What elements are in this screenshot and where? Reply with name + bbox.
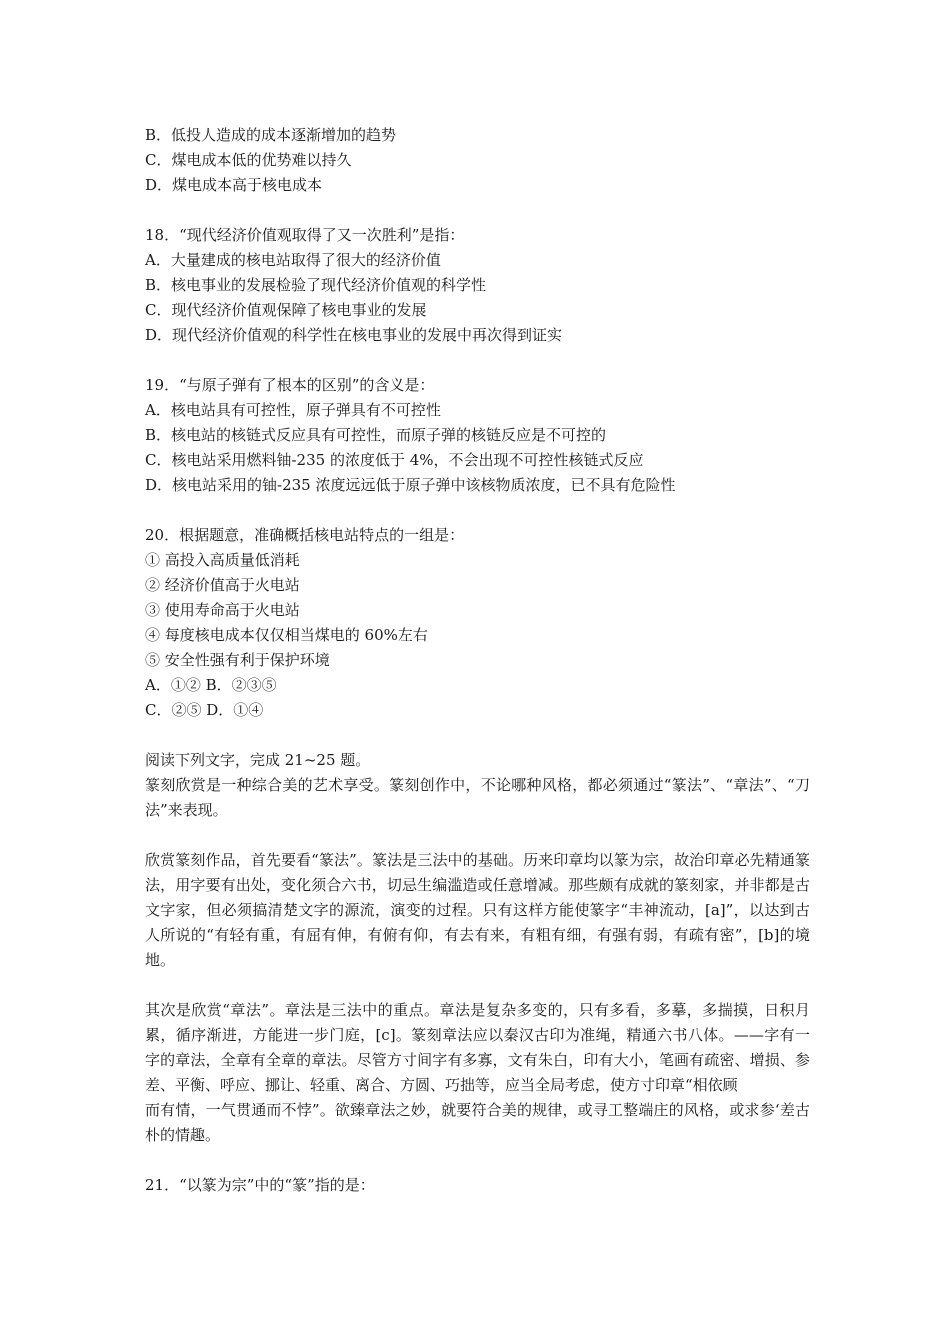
q20-item-2: ② 经济价值高于火电站	[145, 576, 300, 594]
spacer	[145, 348, 810, 373]
reading-paragraph-3b: 而有情，一气贯通而不悖”。欲臻章法之妙，就要符合美的规律，或寻工整端庄的风格，或求参‘差古朴的情趣。	[145, 1101, 810, 1144]
q18-option-d: D．现代经济价值观的科学性在核电事业的发展中再次得到证实	[145, 326, 563, 344]
spacer	[145, 498, 810, 523]
q18-option-a: A．大量建成的核电站取得了很大的经济价值	[145, 251, 441, 269]
q17-option-c: C．煤电成本低的优势难以持久	[145, 151, 352, 169]
reading-intro: 阅读下列文字，完成 21~25 题。	[145, 751, 371, 769]
reading-paragraph-3a: 其次是欣赏“章法”。章法是三法中的重点。章法是复杂多变的，只有多看，多摹，多揣摸，日积月累，循序渐进，方能进一步门庭，[c]。篆刻章法应以秦汉古印为准绳，精通六书八体。——字有一字的章法，全章有全章的章法。尽管方寸间字有多寡，文有朱白，印有大小，笔画有疏密、增损、参差、平衡、呼应、挪让、轻重、离合、方圆、巧拙等，应当全局考虑，使方寸印章“相依顾	[145, 1001, 810, 1094]
q17-option-d: D．煤电成本高于核电成本	[145, 176, 323, 194]
q19-option-b: B．核电站的核链式反应具有可控性，而原子弹的核链反应是不可控的	[145, 426, 607, 444]
q20-item-5: ⑤ 安全性强有利于保护环境	[145, 651, 330, 669]
document-page	[145, 123, 810, 1198]
spacer	[145, 1148, 810, 1173]
q18-stem: 18．“现代经济价值观取得了又一次胜利”是指：	[145, 226, 465, 244]
q19-stem: 19．“与原子弹有了根本的区别”的含义是：	[145, 376, 435, 394]
q19-option-a: A．核电站具有可控性，原子弹具有不可控性	[145, 401, 441, 419]
q20-options-ab: A．①② B．②③⑤	[145, 676, 277, 694]
q19-option-c: C．核电站采用燃料铀-235 的浓度低于 4%，不会出现不可控性核链式反应	[145, 451, 644, 469]
spacer	[145, 198, 810, 223]
q20-stem: 20．根据题意，准确概括核电站特点的一组是：	[145, 526, 465, 544]
q18-option-b: B．核电事业的发展检验了现代经济价值观的科学性	[145, 276, 487, 294]
spacer	[145, 723, 810, 748]
reading-paragraph-1: 篆刻欣赏是一种综合美的艺术享受。篆刻创作中，不论哪种风格，都必须通过“篆法”、“章法”、“刀法”来表现。	[145, 776, 810, 819]
spacer	[145, 973, 810, 998]
q20-item-4: ④ 每度核电成本仅仅相当煤电的 60%左右	[145, 626, 428, 644]
q20-item-1: ① 高投入高质量低消耗	[145, 551, 300, 569]
q19-option-d: D．核电站采用的铀-235 浓度远远低于原子弹中该核物质浓度，已不具有危险性	[145, 476, 676, 494]
q20-options-cd: C．②⑤ D．①④	[145, 701, 264, 719]
q21-stem: 21．“以篆为宗”中的“篆”指的是：	[145, 1176, 375, 1194]
q18-option-c: C．现代经济价值观保障了核电事业的发展	[145, 301, 427, 319]
q20-item-3: ③ 使用寿命高于火电站	[145, 601, 300, 619]
spacer	[145, 823, 810, 848]
q17-option-b: B．低投人造成的成本逐渐增加的趋势	[145, 126, 397, 144]
reading-paragraph-2: 欣赏篆刻作品，首先要看“篆法”。篆法是三法中的基础。历来印章均以篆为宗，故治印章必先精通篆法，用字要有出处，变化须合六书，切忌生编滥造或任意增减。那些颇有成就的篆刻家，并非都是古文字家，但必须搞清楚文字的源流，演变的过程。只有这样方能使篆字“丰神流动，[a]”，以达到古人所说的“有轻有重，有屈有伸，有俯有仰，有去有来，有粗有细，有强有弱，有疏有密”，[b]的境地。	[145, 851, 810, 969]
